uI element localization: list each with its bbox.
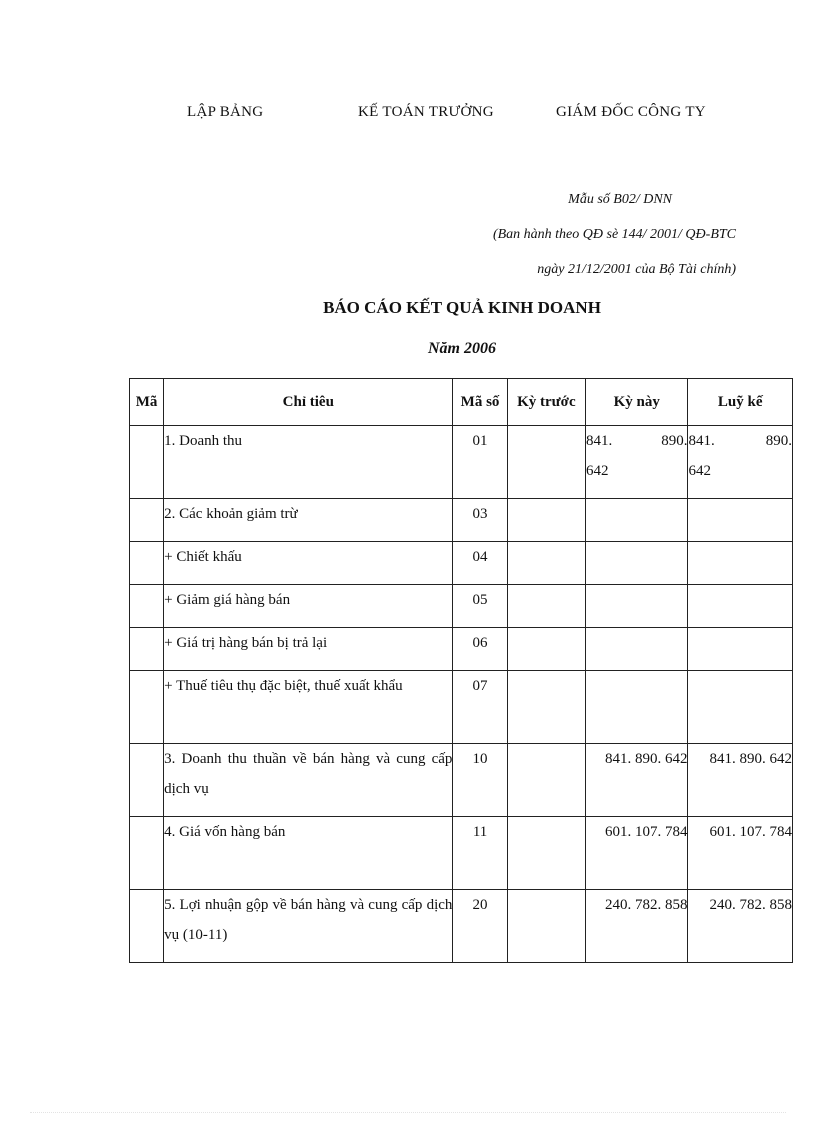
table-header-row: [130, 379, 793, 426]
cell-code: 03: [453, 499, 507, 542]
cell-ky-nay: 601. 107. 784: [586, 817, 688, 890]
table-row: [130, 499, 793, 542]
cell-ma: [130, 628, 164, 671]
cell-ma: [130, 499, 164, 542]
cell-luy-ke: [688, 585, 793, 628]
form-issued-by: (Ban hành theo QĐ sè 144/ 2001/ QĐ-BTC: [492, 227, 736, 242]
cell-luy-ke: [688, 499, 793, 542]
table-row: [130, 628, 793, 671]
cell-ky-nay: [586, 426, 688, 499]
signature-director: GIÁM ĐỐC CÔNG TY: [556, 104, 706, 120]
ky-nay-part1: 841.: [586, 433, 613, 449]
cell-ma: [130, 542, 164, 585]
table-row: [130, 744, 793, 817]
ky-nay-part3: 642: [586, 463, 609, 479]
header-ma: Mã: [130, 379, 164, 426]
cell-ky-nay: [586, 628, 688, 671]
report-title: BÁO CÁO KẾT QUẢ KINH DOANH: [323, 298, 601, 317]
cell-label: + Thuế tiêu thụ đặc biệt, thuế xuất khẩu: [164, 671, 453, 744]
cell-ky-nay: [586, 542, 688, 585]
table-row: [130, 585, 793, 628]
luy-ke-part2: 890.: [765, 433, 792, 449]
cell-ky-truoc: [507, 817, 585, 890]
report-year: Năm 2006: [428, 340, 496, 357]
cell-code: 05: [453, 585, 507, 628]
cell-ky-truoc: [507, 671, 585, 744]
report-table: [129, 378, 793, 963]
cell-ky-truoc: [507, 890, 585, 963]
cell-ky-truoc: [507, 585, 585, 628]
cell-label: 4. Giá vốn hàng bán: [164, 817, 453, 890]
cell-ma: [130, 890, 164, 963]
cell-ma: [130, 671, 164, 744]
table-row: [130, 671, 793, 744]
cell-label: 2. Các khoản giảm trừ: [164, 499, 453, 542]
cell-ky-truoc: [507, 426, 585, 499]
cell-code: 11: [453, 817, 507, 890]
header-ma-so: Mã số: [453, 379, 507, 426]
page-footer-divider: [30, 1112, 786, 1113]
cell-code: 20: [453, 890, 507, 963]
cell-code: 07: [453, 671, 507, 744]
cell-label: 3. Doanh thu thuần về bán hàng và cung cấp dịch vụ: [164, 744, 453, 817]
cell-ky-nay: [586, 499, 688, 542]
header-chi-tieu: Chỉ tiêu: [164, 379, 453, 426]
cell-label: + Giá trị hàng bán bị trả lại: [164, 628, 453, 671]
cell-ky-truoc: [507, 542, 585, 585]
cell-label: 5. Lợi nhuận gộp về bán hàng và cung cấp dịch vụ (10-11): [164, 890, 453, 963]
cell-ma: [130, 744, 164, 817]
cell-ky-truoc: [507, 499, 585, 542]
cell-code: 04: [453, 542, 507, 585]
cell-luy-ke: 601. 107. 784: [688, 817, 793, 890]
form-number: Mẫu số B02/ DNN: [568, 192, 672, 207]
table-row: [130, 817, 793, 890]
cell-ma: [130, 426, 164, 499]
cell-label: + Giảm giá hàng bán: [164, 585, 453, 628]
cell-code: 06: [453, 628, 507, 671]
cell-code: 01: [453, 426, 507, 499]
form-issued-date: ngày 21/12/2001 của Bộ Tài chính): [537, 262, 736, 277]
cell-label: 1. Doanh thu: [164, 426, 453, 499]
cell-luy-ke: 240. 782. 858: [688, 890, 793, 963]
cell-ky-nay: 240. 782. 858: [586, 890, 688, 963]
cell-luy-ke: [688, 628, 793, 671]
cell-ky-nay: [586, 671, 688, 744]
cell-ma: [130, 817, 164, 890]
cell-luy-ke: [688, 542, 793, 585]
cell-luy-ke: 841. 890. 642: [688, 744, 793, 817]
table-row: [130, 426, 793, 499]
header-ky-nay: Kỳ này: [586, 379, 688, 426]
luy-ke-part1: 841.: [688, 433, 715, 449]
luy-ke-part3: 642: [688, 463, 711, 479]
header-luy-ke: Luỹ kế: [688, 379, 793, 426]
cell-label: + Chiết khấu: [164, 542, 453, 585]
ky-nay-part2: 890.: [661, 433, 688, 449]
cell-code: 10: [453, 744, 507, 817]
cell-ky-truoc: [507, 628, 585, 671]
signature-chief-accountant: KẾ TOÁN TRƯỞNG: [358, 104, 494, 120]
cell-luy-ke: [688, 671, 793, 744]
signature-preparer: LẬP BẢNG: [187, 104, 264, 120]
cell-ky-nay: 841. 890. 642: [586, 744, 688, 817]
header-ky-truoc: Kỳ trước: [507, 379, 585, 426]
cell-ky-nay: [586, 585, 688, 628]
table-row: [130, 542, 793, 585]
cell-ky-truoc: [507, 744, 585, 817]
cell-ma: [130, 585, 164, 628]
table-row: [130, 890, 793, 963]
cell-luy-ke: [688, 426, 793, 499]
